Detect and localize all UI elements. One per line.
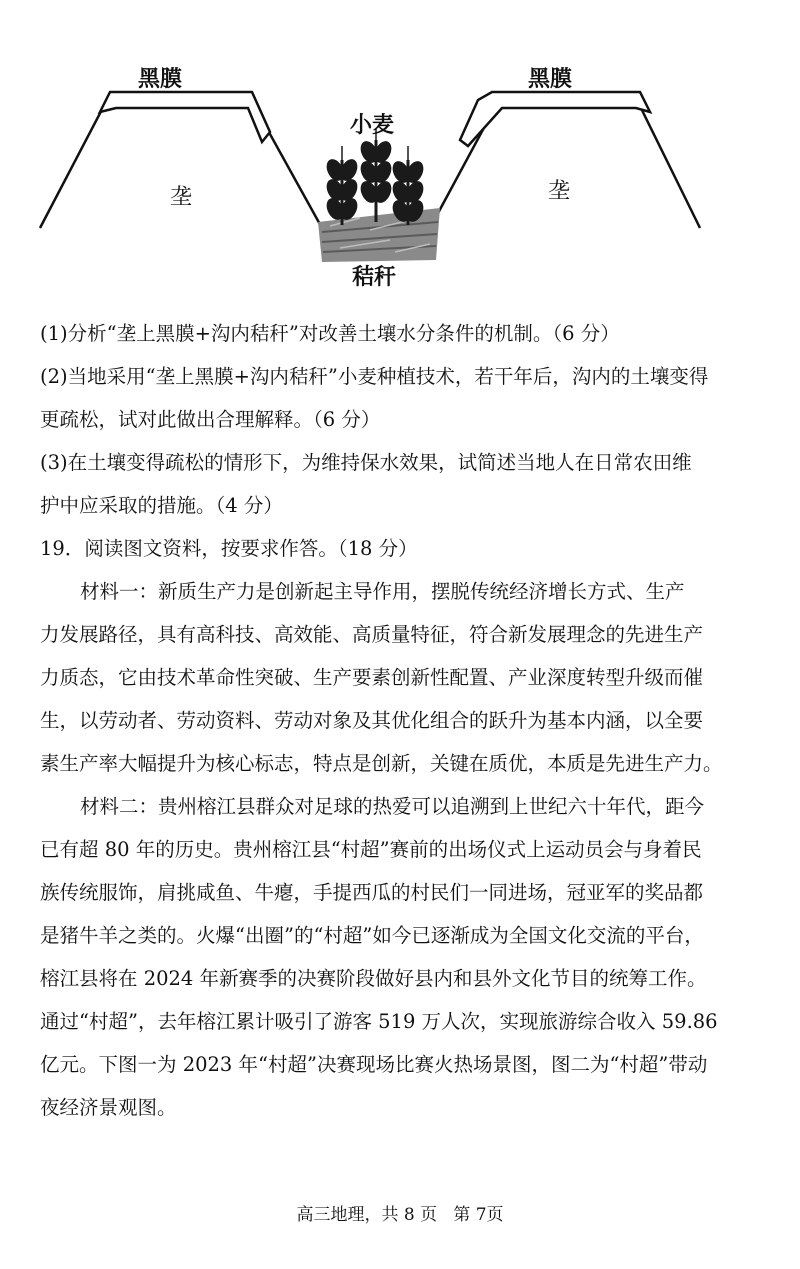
question-18-3-line1: (3)在土壤变得疏松的情形下，为维持保水效果，试简述当地人在日常农田维	[40, 451, 692, 474]
material2-line: 夜经济景观图。	[40, 1096, 177, 1119]
page-footer	[0, 1200, 800, 1225]
material2-line: 通过“村超”，去年榕江累计吸引了游客 519 万人次，实现旅游综合收入 59.86	[40, 1010, 718, 1033]
wheat-icon	[324, 128, 426, 225]
material2-line: 是猪牛羊之类的。火爆“出圈”的“村超”如今已逐渐成为全国文化交流的平台，	[40, 924, 704, 947]
label-left-ridge: 垄	[170, 185, 193, 210]
material1-line: 力发展路径，具有高科技、高效能、高质量特征，符合新发展理念的先进生产	[40, 623, 704, 646]
ridge-furrow-diagram	[0, 0, 800, 300]
footer-page-number: 第 7页	[453, 1205, 504, 1225]
material1-line: 材料一：新质生产力是创新起主导作用，摆脱传统经济增长方式、生产	[80, 580, 685, 603]
label-right-ridge: 垄	[548, 179, 571, 204]
question-18-2-line1: (2)当地采用“垄上黑膜+沟内秸秆”小麦种植技术，若干年后，沟内的土壤变得	[40, 365, 709, 388]
question-18-3-line2: 护中应采取的措施。（4 分）	[40, 494, 283, 517]
material2-line: 榕江县将在 2024 年新赛季的决赛阶段做好县内和县外文化节目的统筹工作。	[40, 967, 707, 990]
label-left-black-film: 黑膜	[138, 67, 183, 92]
material1-line: 素生产率大幅提升为核心标志，特点是创新，关键在质优，本质是先进生产力。	[40, 752, 723, 775]
footer-subject: 高三地理，共 8 页	[296, 1205, 438, 1225]
material1-line: 力质态，它由技术革命性突破、生产要素创新性配置、产业深度转型升级而催	[40, 666, 704, 689]
material2-line: 材料二：贵州榕江县群众对足球的热爱可以追溯到上世纪六十年代，距今	[80, 795, 705, 818]
question-18-2-line2: 更疏松，试对此做出合理解释。（6 分）	[40, 408, 381, 431]
material2-line: 族传统服饰，肩挑咸鱼、牛瘪，手提西瓜的村民们一同进场，冠亚军的奖品都	[40, 881, 704, 904]
label-right-black-film: 黑膜	[528, 67, 573, 92]
question-19-title: 19．阅读图文资料，按要求作答。（18 分）	[40, 537, 418, 560]
question-content	[40, 312, 775, 1129]
label-wheat: 小麦	[350, 113, 395, 138]
label-straw: 秸秆	[352, 265, 397, 290]
question-18-1: (1)分析“垄上黑膜+沟内秸秆”对改善土壤水分条件的机制。（6 分）	[40, 322, 620, 345]
left-black-film	[100, 92, 270, 142]
material1-line: 生，以劳动者、劳动资料、劳动对象及其优化组合的跃升为基本内涵，以全要	[40, 709, 704, 732]
material2-line: 已有超 80 年的历史。贵州榕江县“村超”赛前的出场仪式上运动员会与身着民	[40, 838, 702, 861]
right-black-film	[460, 92, 650, 146]
material2-line: 亿元。下图一为 2023 年“村超”决赛现场比赛火热场景图，图二为“村超”带动	[40, 1053, 708, 1076]
